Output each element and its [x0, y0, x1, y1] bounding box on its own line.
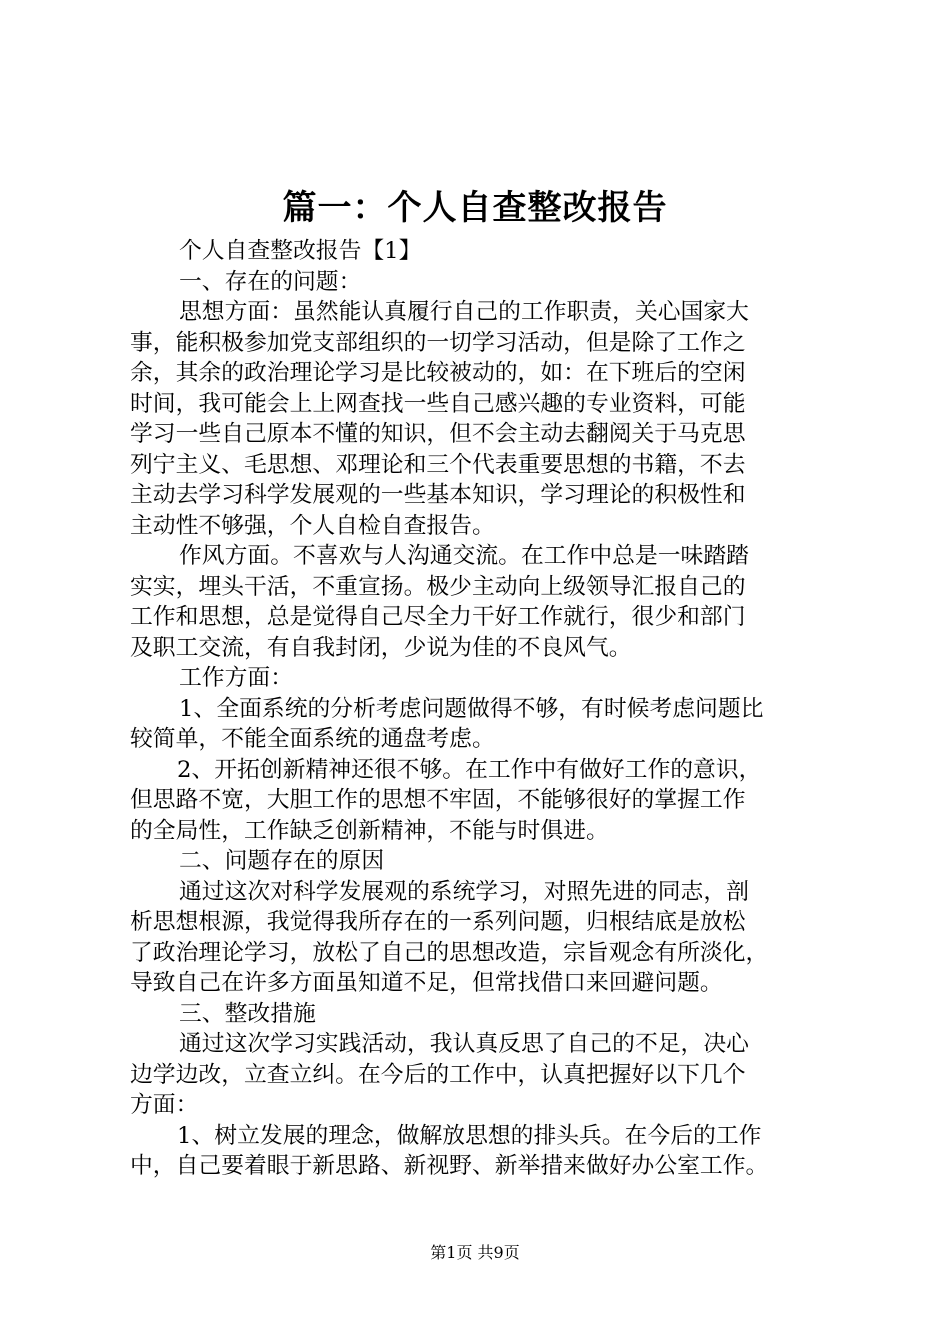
body-line: 及职工交流，有自我封闭，少说为佳的不良风气。 — [130, 634, 632, 661]
body-line: 中，自己要着眼于新思路、新视野、新举措来做好办公室工作。 — [130, 1153, 769, 1179]
body-line: 析思想根源，我觉得我所存在的一系列问题，归根结底是放松 — [130, 909, 746, 935]
body-line: 边学边改，立查立纠。在今后的工作中，认真把握好以下几个 — [130, 1061, 746, 1088]
body-line: 较简单，不能全面系统的通盘考虑。 — [130, 726, 495, 752]
body-line: 工作和思想，总是觉得自己尽全力干好工作就行，很少和部门 — [130, 604, 746, 630]
body-line: 主动性不够强，个人自检自查报告。 — [130, 512, 495, 539]
body-line: 个人自查整改报告【1】 — [179, 238, 422, 264]
body-line: 方面： — [130, 1092, 199, 1118]
body-line: 1、树立发展的理念，做解放思想的排头兵。在今后的工作 — [177, 1122, 762, 1149]
body-line: 1、全面系统的分析考虑问题做得不够，有时候考虑问题比 — [179, 695, 764, 722]
body-line: 列宁主义、毛思想、邓理论和三个代表重要思想的书籍，不去 — [130, 451, 746, 478]
body-line: 一、存在的问题： — [179, 268, 362, 295]
page-footer: 第1页 共9页 — [430, 1243, 520, 1262]
body-line: 学习一些自己原本不懂的知识，但不会主动去翻阅关于马克思 — [130, 421, 746, 447]
body-line: 2、开拓创新精神还很不够。在工作中有做好工作的意识， — [177, 756, 762, 783]
body-line: 的全局性，工作缺乏创新精神，不能与时俱进。 — [130, 817, 609, 844]
body-line: 思想方面：虽然能认真履行自己的工作职责，关心国家大 — [179, 299, 749, 325]
body-line: 事，能积极参加党支部组织的一切学习活动，但是除了工作之 — [130, 329, 746, 356]
body-line: 导致自己在许多方面虽知道不足，但常找借口来回避问题。 — [130, 970, 723, 996]
body-line: 通过这次对科学发展观的系统学习，对照先进的同志，剖 — [179, 878, 749, 905]
body-line: 余，其余的政治理论学习是比较被动的，如：在下班后的空闲 — [130, 360, 746, 386]
body-line: 工作方面： — [179, 665, 293, 691]
document-body — [130, 236, 830, 1182]
body-line: 实实，埋头干活，不重宣扬。极少主动向上级领导汇报自己的 — [130, 573, 746, 600]
body-line: 但思路不宽，大胆工作的思想不牢固，不能够很好的掌握工作 — [130, 787, 746, 813]
body-line: 作风方面。不喜欢与人沟通交流。在工作中总是一味踏踏 — [179, 543, 749, 569]
body-line: 通过这次学习实践活动，我认真反思了自己的不足，决心 — [179, 1031, 749, 1057]
body-line: 了政治理论学习，放松了自己的思想改造，宗旨观念有所淡化， — [130, 939, 769, 966]
body-line: 主动去学习科学发展观的一些基本知识，学习理论的积极性和 — [130, 482, 746, 508]
body-line: 二、问题存在的原因 — [179, 848, 385, 874]
document-title: 篇一：个人自查整改报告 — [282, 188, 668, 228]
body-line: 三、整改措施 — [179, 1000, 316, 1027]
body-line: 时间，我可能会上上网查找一些自己感兴趣的专业资料，可能 — [130, 390, 746, 417]
